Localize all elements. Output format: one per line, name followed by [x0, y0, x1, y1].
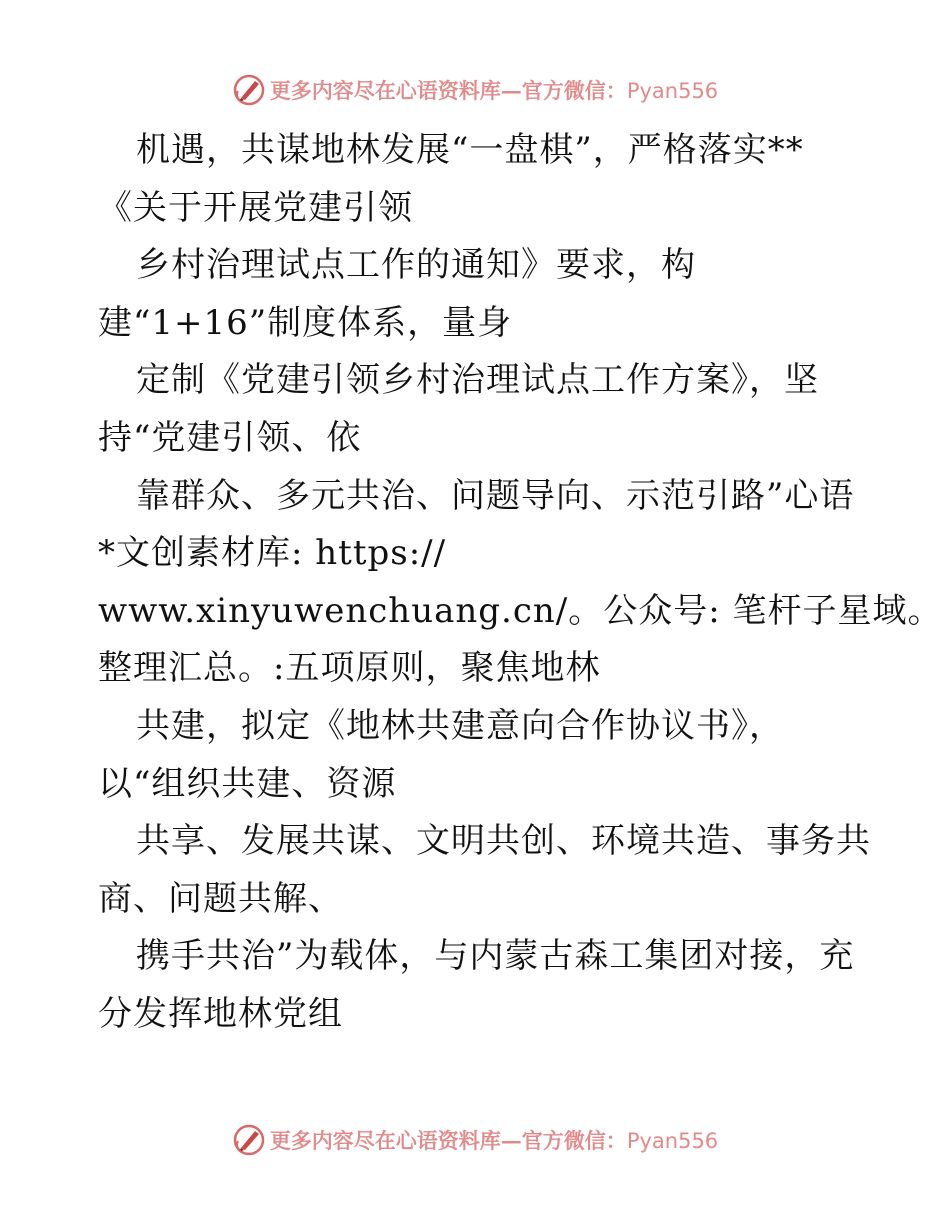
body-text-line: 整理汇总。:五项原则，聚焦地林 — [98, 648, 601, 689]
footer-watermark-banner — [0, 1120, 950, 1160]
body-text-line: www.xinyuwenchuang.cn/。公众号: 笔杆子星域。 — [98, 590, 943, 631]
body-text-line: 靠群众、多元共治、问题导向、示范引路”心语 — [136, 475, 855, 516]
header-banner-text: 更多内容尽在心语资料库—官方微信： — [269, 78, 627, 103]
body-text-line: 乡村治理试点工作的通知》要求，构 — [136, 245, 696, 286]
body-text-line: 分发挥地林党组 — [98, 993, 343, 1034]
pen-logo-icon — [232, 73, 266, 107]
footer-banner-text: 更多内容尽在心语资料库—官方微信： — [269, 1128, 627, 1153]
body-text-line: 建“1+16”制度体系，量身 — [98, 302, 513, 343]
header-watermark-banner — [0, 70, 950, 110]
document-body — [98, 122, 943, 1044]
body-text-line: *文创素材库: https:// — [98, 533, 447, 574]
header-banner-handle: Pyan556 — [626, 79, 719, 103]
body-text-line: 共享、发展共谋、文明共创、环境共造、事务共 — [136, 821, 871, 862]
body-text-line: 共建，拟定《地林共建意向合作协议书》， — [136, 705, 784, 746]
body-text-line: 持“党建引领、依 — [98, 417, 362, 458]
body-text-line: 《关于开展党建引领 — [98, 187, 413, 228]
body-text-line: 携手共治”为载体，与内蒙古森工集团对接，充 — [136, 936, 855, 977]
body-text-line: 定制《党建引领乡村治理试点工作方案》，坚 — [136, 360, 819, 401]
body-text-line: 机遇，共谋地林发展“一盘棋”，严格落实** — [136, 130, 804, 170]
footer-banner-handle: Pyan556 — [626, 1129, 719, 1153]
body-text-line: 以“组织共建、资源 — [98, 763, 397, 804]
body-text-line: 商、问题共解、 — [98, 878, 343, 919]
pen-logo-icon — [232, 1123, 266, 1157]
